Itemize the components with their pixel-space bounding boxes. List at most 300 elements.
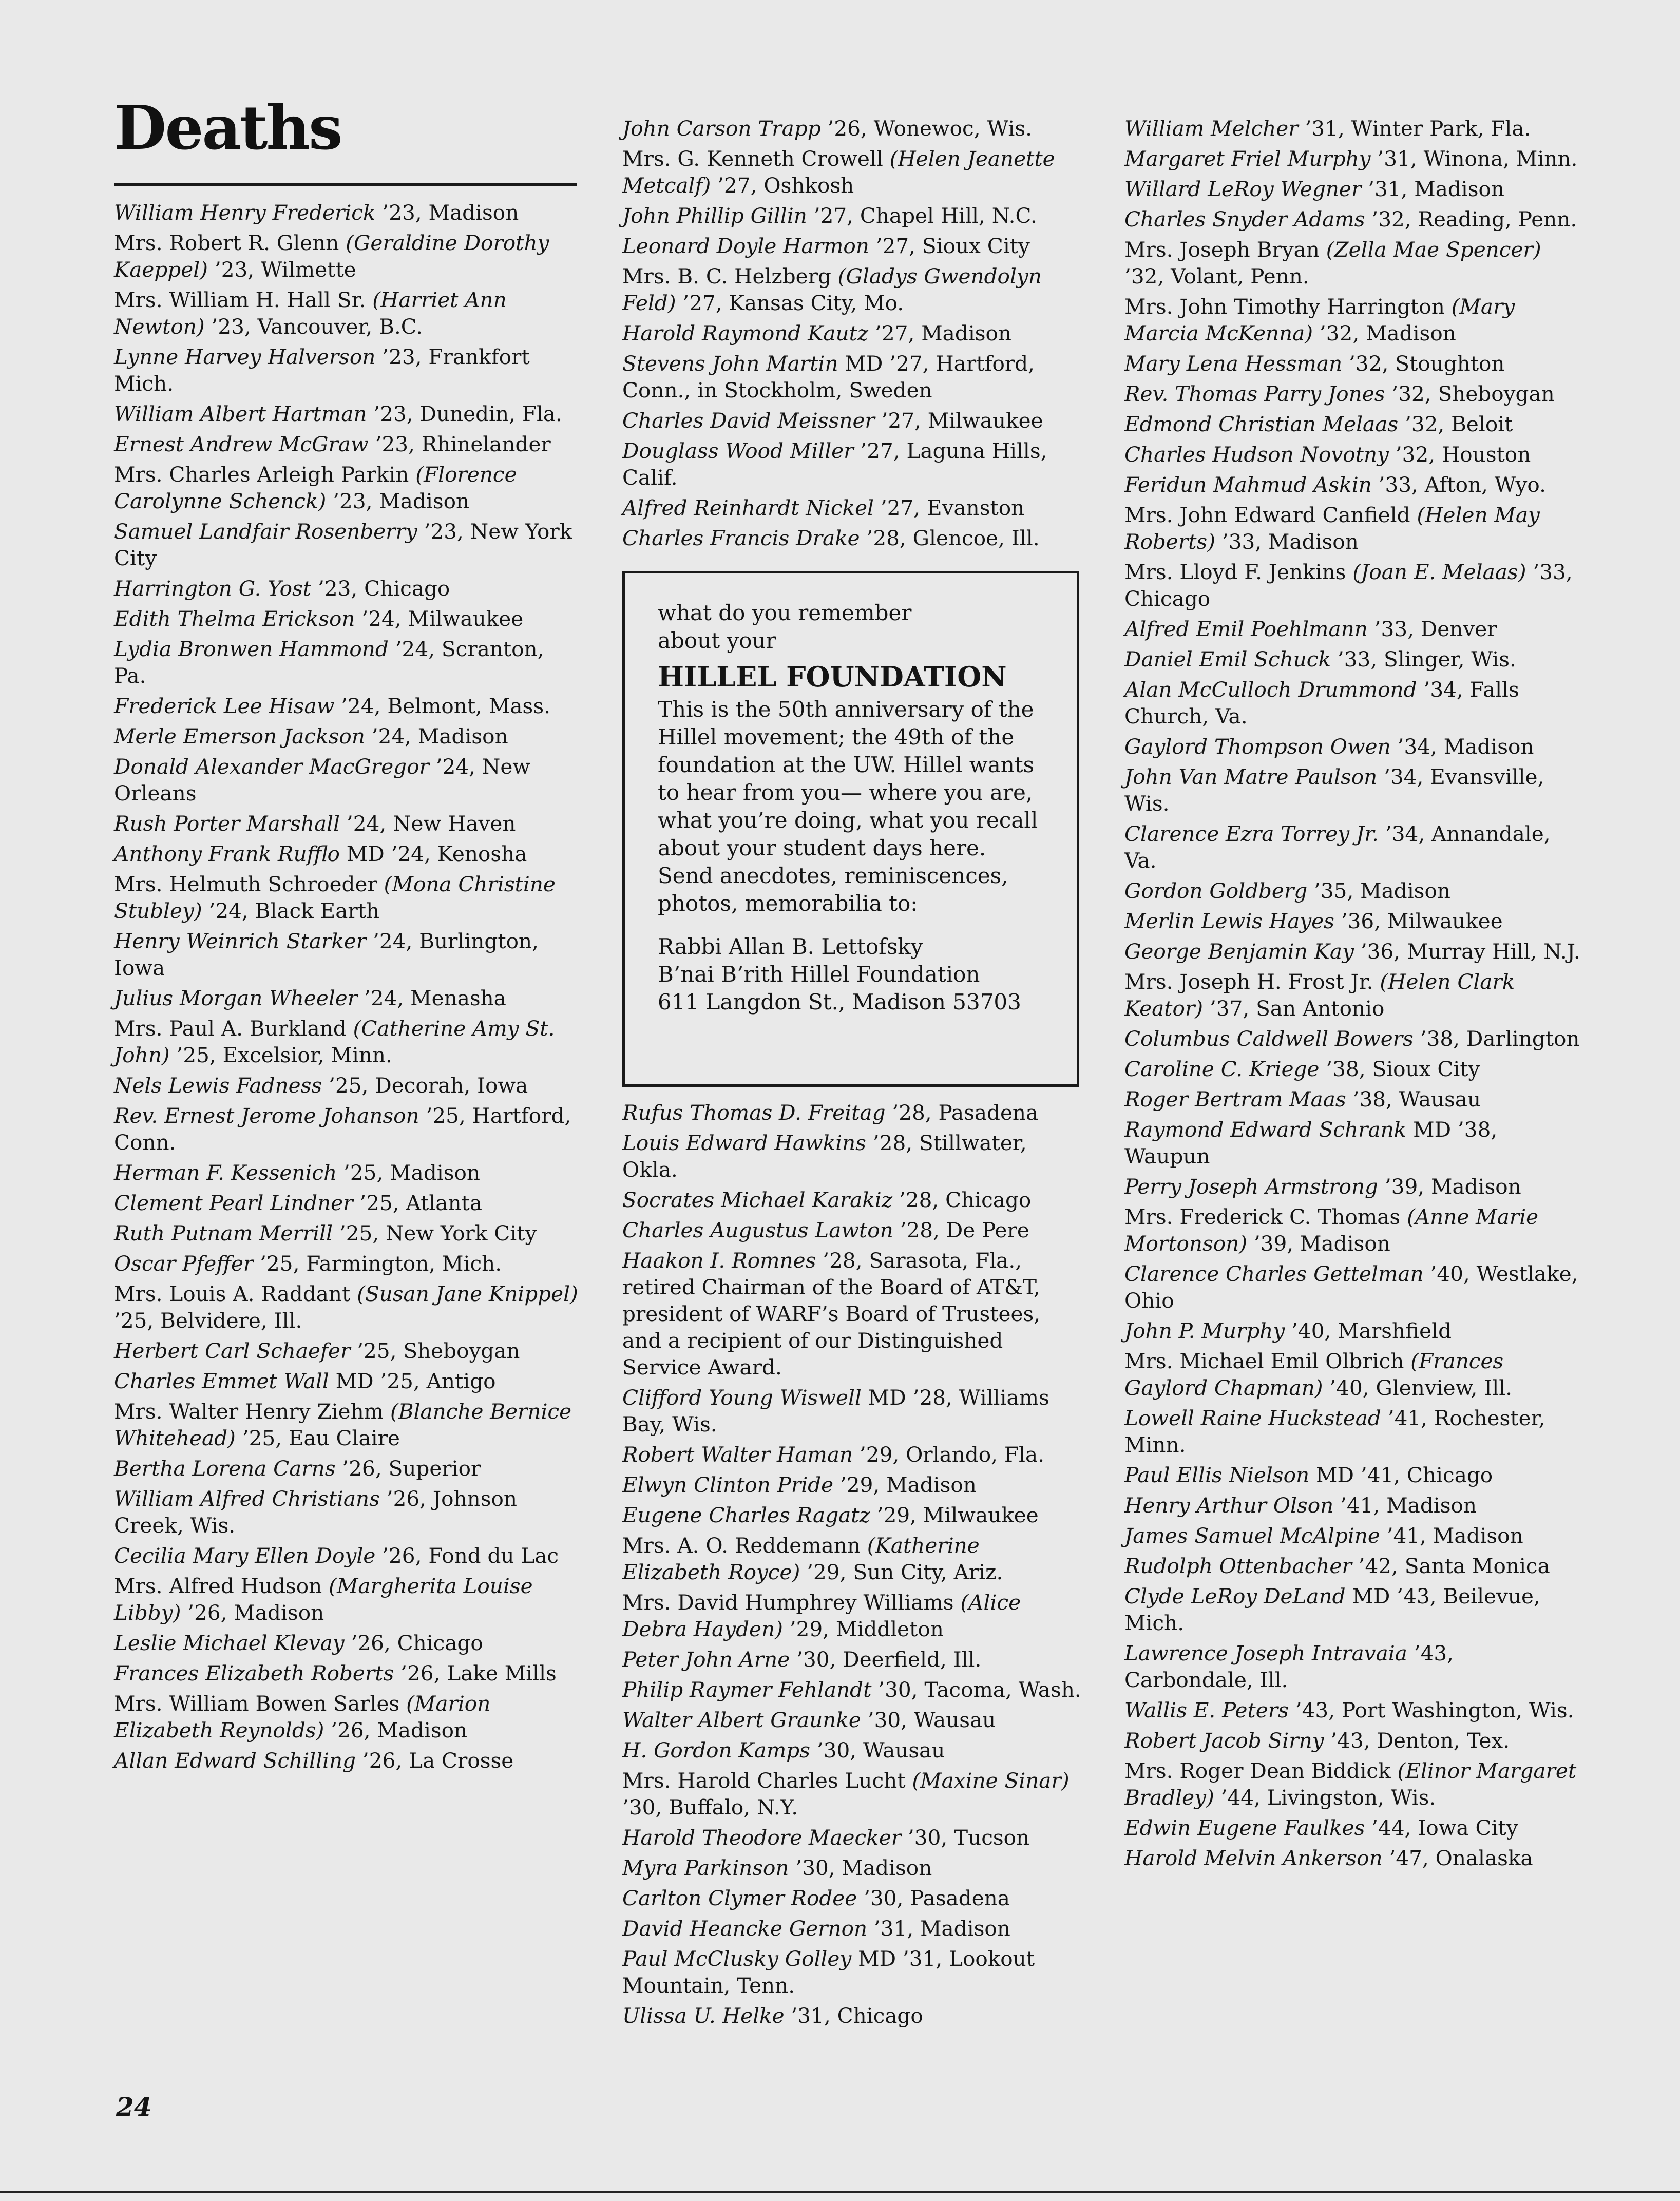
entry-details: MD ’43, Beilevue, Mich. — [1124, 1584, 1540, 1635]
obituary-entry — [622, 437, 1084, 491]
entry-name: Carlton Clymer Rodee — [622, 1886, 857, 1910]
entry-prefix: Mrs. John Edward Canfield — [1124, 503, 1417, 527]
entry-details: ’40, Marshfield — [1285, 1318, 1452, 1343]
entry-details: ’25, Excelsior, Minn. — [169, 1043, 392, 1067]
obituary-entry — [1124, 411, 1587, 437]
entry-prefix: Mrs. Walter Henry Ziehm — [114, 1399, 390, 1424]
entry-name: Louis Edward Hawkins — [622, 1131, 866, 1155]
entry-name: Lynne Harvey Halverson — [114, 344, 376, 369]
obituary-entry — [114, 575, 581, 602]
entry-name: Philip Raymer Fehlandt — [622, 1677, 872, 1702]
entry-details: ’37, San Antonio — [1203, 996, 1385, 1021]
obituary-entry — [622, 320, 1084, 347]
entry-details: ’32, Volant, Penn. — [1124, 264, 1309, 289]
obituary-entry — [114, 693, 581, 719]
entry-details: ’32, Stoughton — [1342, 351, 1505, 376]
entry-name: Herman F. Kessenich — [114, 1160, 337, 1185]
obituary-entry — [1124, 236, 1587, 290]
entry-details: MD ’25, Antigo — [329, 1369, 496, 1393]
hillel-intro-line-1: what do you remember — [658, 600, 912, 625]
entry-name: Rudolph Ottenbacher — [1124, 1554, 1352, 1578]
entry-prefix: Mrs. Charles Arleigh Parkin — [114, 462, 416, 487]
obituary-entry — [1124, 820, 1587, 874]
entry-details: ’30, Tucson — [901, 1825, 1030, 1850]
deaths-column-1 — [114, 199, 581, 1777]
entry-name: Julius Morgan Wheeler — [114, 986, 358, 1010]
obituary-entry — [622, 1589, 1084, 1642]
obituary-entry — [1124, 350, 1587, 377]
obituary-entry — [114, 1398, 581, 1451]
entry-details: ’24, Milwaukee — [355, 606, 524, 631]
entry-details: ’30, Buffalo, N.Y. — [622, 1795, 798, 1820]
entry-details: ’29, Madison — [833, 1472, 977, 1497]
entry-name: Douglass Wood Miller — [622, 438, 854, 463]
entry-details: ’24, Scranton, Pa. — [114, 637, 544, 688]
entry-details: ’30, Wausau — [861, 1708, 996, 1732]
entry-prefix: Mrs. A. O. Reddemann — [622, 1533, 867, 1558]
obituary-entry — [1124, 877, 1587, 904]
obituary-entry — [1124, 1348, 1587, 1401]
obituary-entry — [1124, 1640, 1587, 1693]
obituary-entry — [1124, 1522, 1587, 1549]
entry-name: Ulissa U. Helke — [622, 2003, 785, 2028]
obituary-entry — [622, 1854, 1084, 1881]
obituary-entry — [1124, 1583, 1587, 1636]
obituary-entry — [622, 115, 1084, 142]
entry-details: ’28, Pasadena — [885, 1100, 1039, 1125]
entry-name: Mary Lena Hessman — [1124, 351, 1343, 376]
entry-name: Nels Lewis Fadness — [114, 1073, 322, 1098]
obituary-entry — [1124, 1025, 1587, 1052]
entry-details: ’27, Kansas City, Mo. — [676, 291, 904, 315]
entry-name: John Carson Trapp — [622, 116, 821, 141]
entry-details: ’33, Afton, Wyo. — [1371, 472, 1546, 497]
entry-details: ’42, Santa Monica — [1351, 1554, 1550, 1578]
obituary-entry — [1124, 938, 1587, 965]
entry-name: John P. Murphy — [1124, 1318, 1285, 1343]
entry-details: MD ’24, Kenosha — [339, 841, 527, 866]
obituary-entry — [114, 1015, 581, 1068]
entry-details: ’33, Chicago — [1124, 560, 1573, 611]
obituary-entry — [114, 1485, 581, 1539]
obituary-entry — [114, 400, 581, 427]
entry-details: ’27, Sioux City — [869, 234, 1030, 258]
hillel-heading: HILLEL FOUNDATION — [658, 660, 1007, 693]
entry-name: Leslie Michael Klevay — [114, 1631, 345, 1655]
entry-details: ’25, Decorah, Iowa — [322, 1073, 528, 1098]
entry-name: Elwyn Clinton Pride — [622, 1472, 834, 1497]
obituary-entry — [1124, 1203, 1587, 1257]
entry-name: Charles Hudson Novotny — [1124, 442, 1389, 467]
entry-name: William Albert Hartman — [114, 401, 367, 426]
obituary-entry — [622, 1217, 1084, 1243]
entry-details: ’39, Madison — [1247, 1231, 1390, 1256]
obituary-entry — [1124, 1814, 1587, 1841]
entry-name: Clarence Ezra Torrey Jr. — [1124, 821, 1379, 846]
entry-name: Clyde LeRoy DeLand — [1124, 1584, 1346, 1609]
obituary-entry — [622, 407, 1084, 434]
entry-details: ’38, Sioux City — [1319, 1057, 1480, 1081]
obituary-entry — [1124, 1462, 1587, 1488]
obituary-entry — [622, 1824, 1084, 1851]
entry-details: MD ’31, Lookout Mountain, Tenn. — [622, 1946, 1035, 1998]
entry-name: Rev. Ernest Jerome Johanson — [114, 1103, 419, 1128]
entry-name: William Melcher — [1124, 116, 1299, 141]
entry-name: (Florence Carolynne Schenck) — [114, 462, 517, 513]
obituary-entry — [1124, 1056, 1587, 1082]
entry-name: Henry Weinrich Starker — [114, 929, 367, 953]
entry-name: Rush Porter Marshall — [114, 811, 340, 836]
obituary-entry — [1124, 1173, 1587, 1200]
entry-details: ’25, Farmington, Mich. — [253, 1251, 502, 1276]
obituary-entry — [114, 1660, 581, 1687]
entry-name: Harold Raymond Kautz — [622, 321, 869, 346]
entry-name: John Van Matre Paulson — [1124, 764, 1378, 789]
entry-name: (Maxine Sinar) — [912, 1768, 1070, 1793]
entry-details: ’29, Middleton — [782, 1617, 944, 1641]
obituary-entry — [114, 871, 581, 924]
entry-name: Lydia Bronwen Hammond — [114, 637, 389, 661]
obituary-entry — [114, 1630, 581, 1656]
obituary-entry — [1124, 176, 1587, 202]
page-number: 24 — [116, 2092, 152, 2122]
obituary-entry — [114, 1220, 581, 1247]
entry-details: ’27, Evanston — [874, 495, 1025, 520]
entry-name: (Helen May Roberts) — [1124, 503, 1540, 554]
entry-name: William Alfred Christians — [114, 1486, 380, 1511]
entry-name: Clement Pearl Lindner — [114, 1191, 353, 1215]
entry-details: ’44, Livingston, Wis. — [1214, 1785, 1436, 1810]
entry-name: Edwin Eugene Faulkes — [1124, 1815, 1365, 1840]
entry-prefix: Mrs. William H. Hall Sr. — [114, 288, 373, 312]
entry-name: Columbus Caldwell Bowers — [1124, 1026, 1414, 1051]
entry-name: Merle Emerson Jackson — [114, 724, 365, 749]
entry-prefix: Mrs. Louis A. Raddant — [114, 1281, 357, 1306]
bottom-edge-rule — [0, 2191, 1680, 2193]
obituary-entry — [1124, 968, 1587, 1022]
entry-prefix: Mrs. Lloyd F. Jenkins — [1124, 560, 1353, 584]
entry-details: ’26, Fond du Lac — [375, 1543, 559, 1568]
hillel-foundation-box — [622, 571, 1079, 1087]
obituary-entry — [622, 1384, 1084, 1438]
entry-details: ’23, Vancouver, B.C. — [204, 314, 423, 339]
entry-prefix: Mrs. David Humphrey Williams — [622, 1590, 961, 1615]
obituary-entry — [622, 1099, 1084, 1126]
entry-details: ’33, Denver — [1367, 617, 1497, 641]
obituary-entry — [114, 1280, 581, 1334]
entry-details: MD ’41, Chicago — [1309, 1463, 1493, 1487]
entry-details: ’25, Madison — [337, 1160, 480, 1185]
entry-name: Wallis E. Peters — [1124, 1698, 1289, 1722]
entry-prefix: Mrs. Michael Emil Olbrich — [1124, 1349, 1411, 1373]
entry-name: Alfred Reinhardt Nickel — [622, 495, 874, 520]
obituary-entry — [1124, 733, 1587, 760]
entry-name: (Joan E. Melaas) — [1352, 560, 1526, 584]
entry-details: ’25, Sheboygan — [350, 1338, 520, 1363]
entry-details: ’31, Winona, Minn. — [1370, 146, 1578, 171]
entry-name: Lawrence Joseph Intravaia — [1124, 1641, 1407, 1666]
entry-name: Frederick Lee Hisaw — [114, 694, 335, 718]
entry-name: Samuel Landfair Rosenberry — [114, 519, 417, 544]
obituary-entry — [1124, 1697, 1587, 1724]
obituary-entry — [1124, 1260, 1587, 1314]
entry-details: ’27, Oshkosh — [711, 173, 854, 198]
entry-name: Lowell Raine Huckstead — [1124, 1406, 1381, 1430]
entry-name: Edith Thelma Erickson — [114, 606, 355, 631]
obituary-entry — [622, 1502, 1084, 1528]
entry-prefix: Mrs. Joseph H. Frost Jr. — [1124, 969, 1380, 994]
entry-name: Daniel Emil Schuck — [1124, 647, 1331, 672]
entry-name: (Harriet Ann Newton) — [114, 288, 507, 339]
obituary-entry — [622, 1885, 1084, 1911]
obituary-entry — [622, 1441, 1084, 1468]
entry-name: (Gladys Gwendolyn Feld) — [622, 264, 1042, 315]
obituary-entry — [1124, 293, 1587, 347]
entry-name: Allan Edward Schilling — [114, 1748, 356, 1773]
entry-details: ’23, Madison — [375, 200, 519, 225]
entry-name: (Elinor Margaret Bradley) — [1124, 1758, 1577, 1810]
entry-details: ’23, Madison — [326, 489, 470, 513]
entry-prefix: Mrs. Alfred Hudson — [114, 1574, 329, 1598]
entry-details: ’26, Johnson Creek, Wis. — [114, 1486, 517, 1538]
entry-name: George Benjamin Kay — [1124, 939, 1354, 964]
obituary-entry — [622, 233, 1084, 259]
obituary-entry — [114, 1072, 581, 1099]
obituary-entry — [114, 343, 581, 397]
entry-name: Haakon I. Romnes — [622, 1248, 816, 1273]
entry-details: ’24, Burlington, Iowa — [114, 929, 539, 980]
entry-name: Frances Elizabeth Roberts — [114, 1661, 394, 1686]
entry-details: ’24, New Haven — [340, 811, 516, 836]
entry-name: Raymond Edward Schrank — [1124, 1117, 1407, 1142]
obituary-entry — [114, 461, 581, 514]
entry-details: ’23, Wilmette — [207, 257, 356, 282]
entry-prefix: Mrs. Harold Charles Lucht — [622, 1768, 912, 1793]
obituary-entry — [114, 840, 581, 867]
spacer — [658, 917, 1046, 933]
obituary-entry — [1124, 763, 1587, 817]
entry-details: ’25, Belvidere, Ill. — [114, 1308, 302, 1333]
obituary-entry — [1124, 380, 1587, 407]
entry-details: ’26, Wonewoc, Wis. — [820, 116, 1033, 141]
entry-name: Paul Ellis Nielson — [1124, 1463, 1310, 1487]
entry-details: ’27, Milwaukee — [874, 408, 1043, 433]
obituary-entry — [114, 1690, 581, 1744]
entry-name: Caroline C. Kriege — [1124, 1057, 1320, 1081]
entry-name: Harold Melvin Ankerson — [1124, 1846, 1383, 1870]
entry-details: ’25, Eau Claire — [235, 1426, 400, 1450]
entry-details: ’24, Madison — [365, 724, 508, 749]
entry-name: Herbert Carl Schaefer — [114, 1338, 351, 1363]
hillel-address-line-2: B’nai B’rith Hillel Foundation — [658, 962, 980, 987]
entry-name: (Geraldine Dorothy Kaeppel) — [114, 231, 549, 282]
entry-name: Roger Bertram Maas — [1124, 1087, 1346, 1112]
entry-details: ’32, Madison — [1313, 321, 1456, 346]
obituary-entry — [1124, 441, 1587, 468]
obituary-entry — [1124, 502, 1587, 555]
entry-name: (Blanche Bernice Whitehead) — [114, 1399, 572, 1450]
entry-details: ’47, Onalaska — [1382, 1846, 1533, 1870]
page-title: Deaths — [114, 92, 341, 163]
entry-details: ’32, Reading, Penn. — [1365, 207, 1577, 232]
obituary-entry — [114, 928, 581, 981]
entry-details: ’25, New York City — [332, 1221, 537, 1246]
entry-prefix: Mrs. William Bowen Sarles — [114, 1691, 407, 1716]
obituary-entry — [114, 1159, 581, 1186]
obituary-entry — [114, 753, 581, 807]
entry-details: ’28, De Pere — [893, 1218, 1029, 1242]
obituary-entry — [622, 350, 1084, 404]
entry-name: Gordon Goldberg — [1124, 878, 1308, 903]
entry-details: ’34, Madison — [1390, 734, 1534, 759]
entry-name: Gaylord Thompson Owen — [1124, 734, 1391, 759]
entry-name: Ruth Putnam Merrill — [114, 1221, 333, 1246]
entry-name: Willard LeRoy Wegner — [1124, 177, 1362, 201]
obituary-entry — [114, 605, 581, 632]
entry-details: ’36, Murray Hill, N.J. — [1353, 939, 1580, 964]
entry-name: Ernest Andrew McGraw — [114, 432, 369, 456]
obituary-entry — [622, 1767, 1084, 1821]
entry-name: Alan McCulloch Drummond — [1124, 677, 1417, 702]
obituary-entry — [622, 1676, 1084, 1703]
entry-prefix: Mrs. Roger Dean Biddick — [1124, 1758, 1398, 1783]
obituary-entry — [1124, 1553, 1587, 1579]
entry-name: Robert Jacob Sirny — [1124, 1728, 1324, 1753]
entry-details: ’41, Rochester, Minn. — [1124, 1406, 1545, 1457]
obituary-entry — [1124, 206, 1587, 233]
entry-name: (Marion Elizabeth Reynolds) — [114, 1691, 491, 1743]
entry-name: Anthony Frank Rufflo — [114, 841, 340, 866]
entry-details: ’26, Chicago — [344, 1631, 483, 1655]
entry-name: Rev. Thomas Parry Jones — [1124, 381, 1385, 406]
entry-name: (Katherine Elizabeth Royce) — [622, 1533, 980, 1584]
entry-details: ’30, Pasadena — [857, 1886, 1010, 1910]
entry-name: Cecilia Mary Ellen Doyle — [114, 1543, 376, 1568]
obituary-entry — [622, 202, 1084, 229]
obituary-entry — [622, 1130, 1084, 1183]
obituary-entry — [622, 1247, 1084, 1381]
entry-name: Charles David Meissner — [622, 408, 875, 433]
hillel-address-line-3: 611 Langdon St., Madison 53703 — [658, 989, 1021, 1015]
entry-name: (Anne Marie Mortonson) — [1124, 1204, 1539, 1256]
obituary-entry — [622, 525, 1084, 551]
entry-name: (Mary Marcia McKenna) — [1124, 294, 1515, 346]
entry-name: (Margherita Louise Libby) — [114, 1574, 533, 1625]
obituary-entry — [1124, 646, 1587, 673]
obituary-entry — [114, 1337, 581, 1364]
entry-details: ’44, Iowa City — [1365, 1815, 1518, 1840]
obituary-entry — [114, 1250, 581, 1277]
entry-prefix: Mrs. Frederick C. Thomas — [1124, 1204, 1407, 1229]
entry-name: Merlin Lewis Hayes — [1124, 909, 1334, 933]
entry-name: William Henry Frederick — [114, 200, 376, 225]
entry-prefix: Mrs. Paul A. Burkland — [114, 1016, 353, 1041]
entry-name: Margaret Friel Murphy — [1124, 146, 1371, 171]
entry-details: ’31, Winter Park, Fla. — [1298, 116, 1531, 141]
entry-name: Eugene Charles Ragatz — [622, 1503, 870, 1527]
obituary-entry — [622, 1532, 1084, 1585]
obituary-entry — [1124, 1116, 1587, 1170]
obituary-entry — [114, 1190, 581, 1216]
entry-details: ’32, Beloit — [1398, 412, 1513, 436]
entry-name: (Zella Mae Spencer) — [1326, 237, 1541, 262]
entry-details: ’25, Hartford, Conn. — [114, 1103, 571, 1155]
entry-name: Charles Emmet Wall — [114, 1369, 329, 1393]
entry-details: ’23, Chicago — [311, 576, 450, 601]
entry-details: ’36, Milwaukee — [1334, 909, 1503, 933]
entry-name: (Susan Jane Knippel) — [357, 1281, 578, 1306]
entry-details: ’30, Madison — [789, 1855, 932, 1880]
entry-details: ’31, Madison — [867, 1916, 1010, 1941]
entry-details: ’43, Carbondale, Ill. — [1124, 1641, 1454, 1692]
entry-name: Rufus Thomas D. Freitag — [622, 1100, 886, 1125]
entry-prefix: Mrs. Robert R. Glenn — [114, 231, 346, 255]
entry-details: ’30, Wausau — [810, 1738, 945, 1763]
entry-name: Henry Arthur Olson — [1124, 1493, 1334, 1518]
obituary-entry — [1124, 1757, 1587, 1811]
entry-name: Feridun Mahmud Askin — [1124, 472, 1372, 497]
obituary-entry — [114, 1573, 581, 1626]
entry-details: ’28, Sarasota, Fla., retired Chairman of the Board of AT&T, president of WARF’s Board of Trustees, and a recipient of our Distinguished Service Award. — [622, 1248, 1041, 1380]
obituary-entry — [1124, 1317, 1587, 1344]
entry-name: (Catherine Amy St. John) — [114, 1016, 555, 1067]
obituary-entry — [1124, 471, 1587, 498]
entry-details: ’23, Dunedin, Fla. — [367, 401, 562, 426]
entry-name: Stevens John Martin — [622, 351, 838, 376]
obituary-entry — [622, 1707, 1084, 1733]
entry-name: Bertha Lorena Carns — [114, 1456, 336, 1481]
title-rule — [114, 183, 577, 186]
entry-details: ’32, Sheboygan — [1385, 381, 1555, 406]
entry-prefix: Mrs. Helmuth Schroeder — [114, 872, 384, 896]
obituary-entry — [622, 145, 1084, 199]
entry-details: ’34, Annandale, Va. — [1124, 821, 1551, 873]
obituary-entry — [1124, 1727, 1587, 1754]
obituary-entry — [114, 1542, 581, 1569]
entry-details: ’32, Houston — [1388, 442, 1531, 467]
obituary-entry — [1124, 145, 1587, 172]
entry-prefix: Mrs. John Timothy Harrington — [1124, 294, 1452, 319]
obituary-entry — [114, 810, 581, 837]
entry-name: Socrates Michael Karakiz — [622, 1188, 893, 1212]
obituary-entry — [622, 1186, 1084, 1213]
entry-name: Paul McClusky Golley — [622, 1946, 852, 1971]
entry-details: ’38, Darlington — [1413, 1026, 1580, 1051]
entry-details: ’23, Frankfort Mich. — [114, 344, 530, 396]
entry-details: ’26, Lake Mills — [394, 1661, 557, 1686]
entry-name: H. Gordon Kamps — [622, 1738, 810, 1763]
obituary-entry — [114, 723, 581, 750]
obituary-entry — [114, 636, 581, 689]
obituary-entry — [1124, 676, 1587, 730]
obituary-entry — [1124, 1086, 1587, 1113]
entry-name: Charles Snyder Adams — [1124, 207, 1365, 232]
entry-name: Leonard Doyle Harmon — [622, 234, 869, 258]
obituary-entry — [1124, 559, 1587, 612]
entry-name: Clarence Charles Gettelman — [1124, 1261, 1424, 1286]
obituary-entry — [114, 1102, 581, 1156]
entry-details: ’23, Rhinelander — [368, 432, 551, 456]
entry-name: John Phillip Gillin — [622, 203, 807, 228]
obituary-entry — [1124, 115, 1587, 142]
entry-details: ’26, Madison — [181, 1600, 324, 1625]
entry-details: ’43, Denton, Tex. — [1324, 1728, 1510, 1753]
obituary-entry — [1124, 1492, 1587, 1519]
entry-details: ’29, Sun City, Ariz. — [800, 1560, 1003, 1584]
obituary-entry — [114, 1747, 581, 1774]
obituary-entry — [622, 1471, 1084, 1498]
entry-details: ’31, Madison — [1361, 177, 1504, 201]
